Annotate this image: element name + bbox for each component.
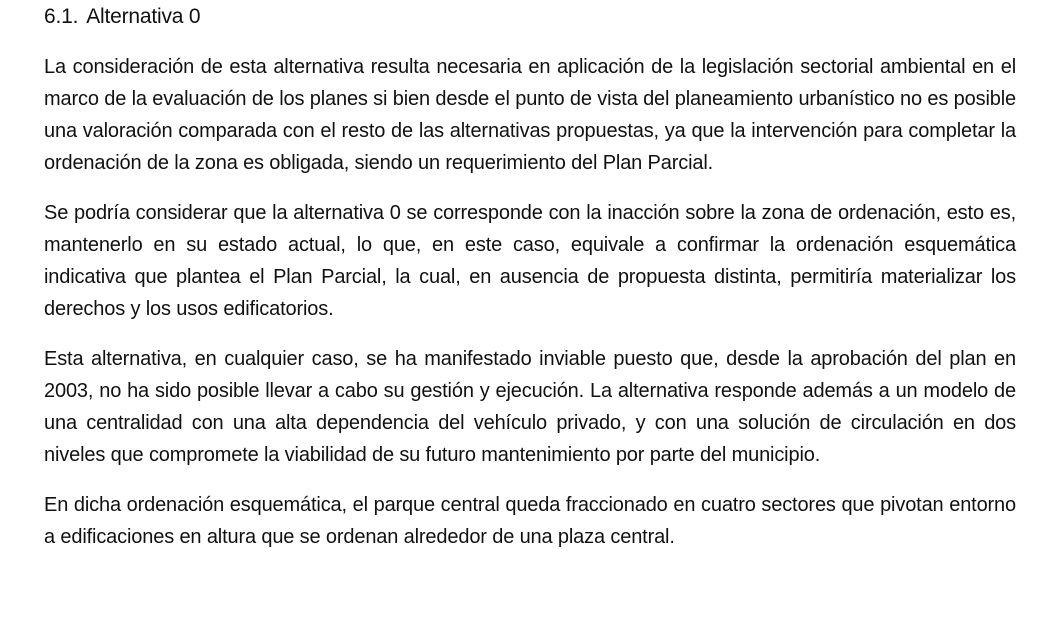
paragraph: Esta alternativa, en cualquier caso, se ha manifestado inviable puesto que, desde la aprobación del plan en 2003, no ha sido posible llevar a cabo su gestión y ejecución. La alternativa responde además a un modelo de una centralidad con una alta dependencia del vehículo privado, y con una solución de circulación en dos niveles que compromete la viabilidad de su futuro mantenimiento por parte del municipio.	[44, 348, 1016, 466]
section-heading	[44, 4, 200, 30]
paragraph: La consideración de esta alternativa resulta necesaria en aplicación de la legislación sectorial ambiental en el marco de la evaluación de los planes si bien desde el punto de vista del planeamiento urbanístico no es posible una valoración comparada con el resto de las alternativas propuestas, ya que la intervención para completar la ordenación de la zona es obligada, siendo un requerimiento del Plan Parcial.	[44, 56, 1016, 174]
paragraph: Se podría considerar que la alternativa 0 se corresponde con la inacción sobre la zona de ordenación, esto es, mantenerlo en su estado actual, lo que, en este caso, equivale a confirmar la ordenación esquemática indicativa que plantea el Plan Parcial, la cual, en ausencia de propuesta distinta, permitiría materializar los derechos y los usos edificatorios.	[44, 202, 1016, 320]
section-title: Alternativa 0	[86, 5, 201, 28]
paragraph: En dicha ordenación esquemática, el parque central queda fraccionado en cuatro sectores que pivotan entorno a edificaciones en altura que se ordenan alrededor de una plaza central.	[44, 494, 1016, 548]
section-number: 6.1.	[44, 5, 79, 28]
section-body	[44, 51, 1016, 571]
